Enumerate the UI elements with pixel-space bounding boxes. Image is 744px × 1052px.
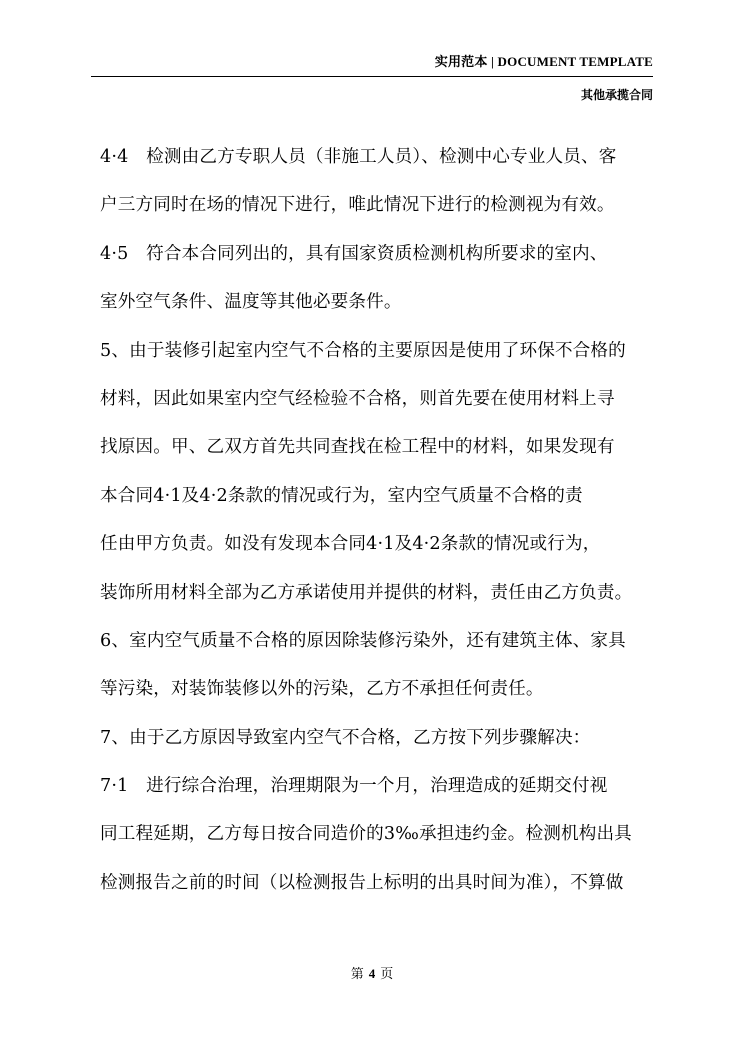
- page-footer: [0, 963, 744, 982]
- text-line: 7、由于乙方原因导致室内空气不合格，乙方按下列步骤解决：: [100, 727, 591, 748]
- footer-suffix: 页: [380, 967, 394, 982]
- text-line: 检测报告之前的时间（以检测报告上标明的出具时间为准），不算做: [100, 872, 624, 893]
- header-subtitle: 其他承揽合同: [580, 88, 653, 102]
- text-line: 任由甲方负责。如没有发现本合同4·1及4·2条款的情况或行为，: [100, 534, 601, 555]
- header-title: 实用范本 | DOCUMENT TEMPLATE: [434, 54, 653, 69]
- text-line: 户三方同时在场的情况下进行，唯此情况下进行的检测视为有效。: [100, 195, 615, 216]
- page-header: [0, 0, 744, 110]
- header-divider: [91, 76, 653, 77]
- footer-prefix: 第: [350, 967, 364, 982]
- page-number: 4: [368, 966, 376, 981]
- text-line: 本合同4·1及4·2条款的情况或行为，室内空气质量不合格的责: [100, 485, 583, 506]
- text-line: 4·5 符合本合同列出的，具有国家资质检测机构所要求的室内、: [100, 243, 608, 264]
- text-line: 室外空气条件、温度等其他必要条件。: [100, 292, 402, 313]
- document-body: [100, 139, 660, 913]
- text-line: 装饰所用材料全部为乙方承诺使用并提供的材料，责任由乙方负责。: [100, 582, 633, 603]
- text-line: 材料，因此如果室内空气经检验不合格，则首先要在使用材料上寻: [100, 388, 615, 409]
- text-line: 5、由于装修引起室内空气不合格的主要原因是使用了环保不合格的: [100, 340, 626, 361]
- text-line: 同工程延期，乙方每日按合同造价的3‰承担违约金。检测机构出具: [100, 824, 632, 845]
- text-line: 找原因。甲、乙双方首先共同查找在检工程中的材料，如果发现有: [100, 437, 615, 458]
- text-line: 4·4 检测由乙方专职人员（非施工人员）、检测中心专业人员、客: [100, 147, 617, 167]
- text-line: 6、室内空气质量不合格的原因除装修污染外，还有建筑主体、家具: [100, 630, 626, 651]
- text-line: 7·1 进行综合治理，治理期限为一个月，治理造成的延期交付视: [100, 776, 608, 797]
- text-line: 等污染，对装饰装修以外的污染，乙方不承担任何责任。: [100, 679, 544, 700]
